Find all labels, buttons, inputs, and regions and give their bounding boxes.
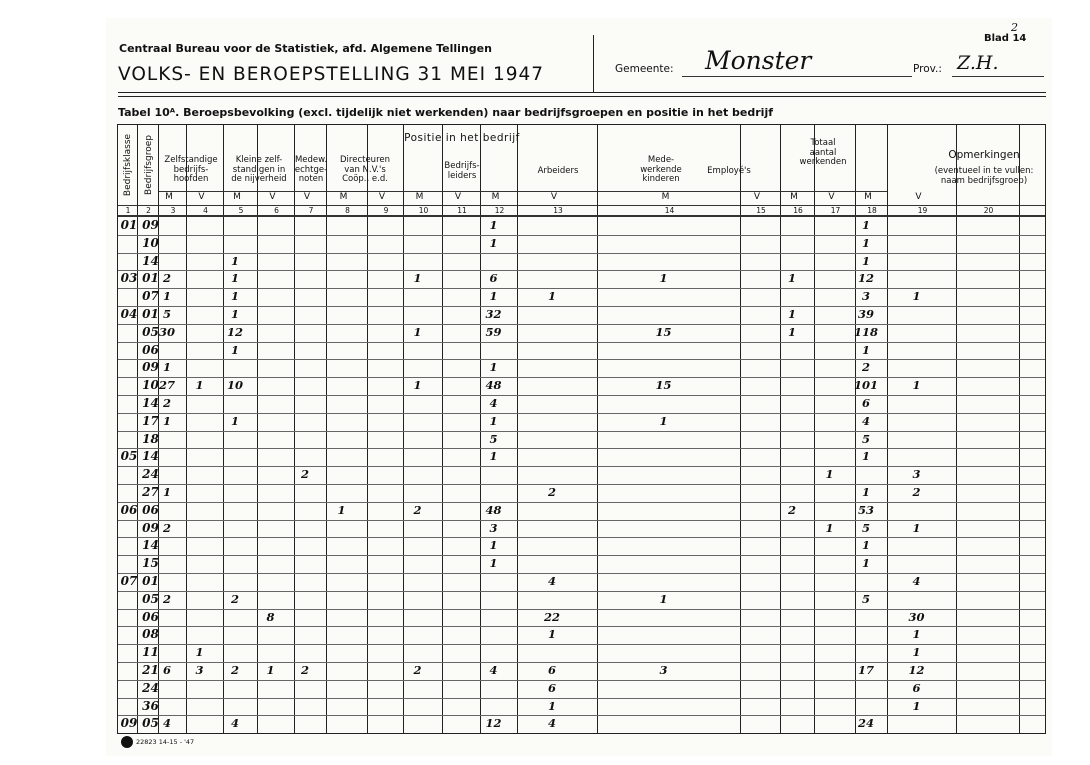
- table-cell: 1: [413, 378, 422, 393]
- column-number: 17: [830, 206, 841, 215]
- table-cell: 1: [912, 289, 921, 304]
- header-v: V: [303, 192, 311, 202]
- table-cell: 6: [912, 680, 921, 695]
- row-line: [118, 680, 1046, 681]
- table-cell: 59: [485, 324, 502, 339]
- footer: [121, 736, 194, 748]
- row-line: [118, 520, 1046, 521]
- table-cell: 2: [547, 485, 557, 499]
- table-cell: 2: [912, 485, 921, 499]
- table-cell: 1: [861, 556, 871, 571]
- table-cell: 4: [912, 574, 921, 588]
- table-cell: 5: [861, 520, 871, 535]
- table-cell-bedrijfsgroep: 10: [142, 235, 159, 250]
- gemeente-line: [682, 76, 912, 77]
- blad-handwritten-number: 2: [1011, 21, 1018, 34]
- table-cell: 6: [162, 663, 172, 677]
- table-cell: 1: [413, 271, 422, 286]
- column-number: 10: [418, 206, 429, 215]
- table-cell: 1: [861, 342, 871, 357]
- table-cell: 2: [162, 271, 172, 286]
- table-cell: 5: [489, 431, 498, 446]
- table-cell-bedrijfsgroep: 14: [142, 253, 159, 268]
- table-cell-bedrijfsgroep: 06: [142, 609, 159, 624]
- table-cell: 1: [162, 360, 172, 375]
- table-cell: 5: [861, 591, 871, 606]
- column-number: 16: [793, 206, 803, 215]
- table-cell: 118: [853, 324, 879, 339]
- header-rule: [118, 205, 1046, 206]
- row-line: [118, 466, 1046, 467]
- table-cell: 1: [489, 289, 498, 304]
- column-number: 11: [457, 206, 467, 215]
- table-cell-bedrijfsgroep: 05: [142, 591, 159, 606]
- table-cell-bedrijfsklasse: 06: [120, 502, 138, 517]
- table-cell: 24: [857, 716, 875, 731]
- table-cell: 27: [158, 378, 176, 393]
- table-cell: 1: [413, 324, 422, 339]
- gemeente-label: Gemeente:: [615, 63, 674, 75]
- row-line: [118, 733, 1046, 734]
- table-cell: 1: [230, 342, 240, 357]
- header-v: V: [915, 192, 922, 202]
- table-cell: 1: [912, 378, 921, 393]
- table-cell: 1: [912, 698, 921, 713]
- table-cell: 101: [853, 378, 879, 393]
- row-line: [118, 413, 1046, 414]
- table-cell-bedrijfsgroep: 14: [142, 396, 159, 410]
- column-number: 2: [146, 206, 151, 215]
- table-cell: 2: [413, 663, 422, 677]
- table-cell: 1: [489, 218, 498, 232]
- table-cell: 12: [857, 271, 875, 286]
- table-cell: 1: [195, 378, 204, 393]
- table-cell: 2: [413, 502, 422, 517]
- table-cell: 4: [489, 663, 498, 677]
- row-line: [118, 377, 1046, 378]
- table-cell: 2: [300, 467, 310, 482]
- table-cell: 6: [547, 680, 557, 695]
- prov-line: [952, 76, 1044, 77]
- table-cell: 1: [861, 218, 871, 232]
- table-cell: 1: [659, 591, 668, 606]
- table-cell-bedrijfsklasse: 09: [120, 716, 138, 731]
- table-cell: 12: [226, 324, 244, 339]
- row-line: [118, 253, 1046, 254]
- prov-value: Z.H.: [957, 52, 999, 74]
- table-cell: 53: [857, 502, 875, 517]
- table-cell-bedrijfsgroep: 21: [142, 663, 159, 677]
- header-v: V: [378, 192, 386, 202]
- column-number: 12: [494, 206, 505, 215]
- table-title: Tabel 10ᴬ. Beroepsbevolking (excl. tijdelijk niet werkenden) naar bedrijfsgroepen en positie in het bedrijf: [118, 106, 773, 119]
- header-m: M: [233, 192, 241, 202]
- row-line: [118, 342, 1046, 343]
- table-cell-bedrijfsgroep: 06: [142, 342, 159, 357]
- table-cell: 10: [226, 378, 244, 393]
- table-cell: 17: [857, 663, 875, 677]
- column-number: 15: [756, 206, 766, 215]
- table-cell-bedrijfsgroep: 27: [142, 485, 159, 499]
- header-m: M: [415, 192, 424, 202]
- row-line: [118, 306, 1046, 307]
- table-cell: 30: [158, 324, 176, 339]
- table-cell-bedrijfsgroep: 01: [142, 574, 159, 588]
- row-line: [118, 662, 1046, 663]
- table-cell-bedrijfsgroep: 14: [142, 449, 159, 464]
- table-cell: 6: [489, 271, 498, 286]
- table-cell: 4: [162, 716, 172, 731]
- table-cell: 1: [230, 307, 240, 321]
- table-cell: 3: [489, 520, 498, 535]
- table-cell: 1: [659, 413, 668, 428]
- table-cell: 6: [547, 663, 557, 677]
- column-number: 1: [125, 206, 131, 215]
- header-v: V: [550, 192, 558, 202]
- row-line: [118, 448, 1046, 449]
- row-line: [118, 591, 1046, 592]
- table-cell: 1: [861, 253, 871, 268]
- header-medewerkende-echtgenoten: Medew. echtge- noten: [294, 155, 328, 185]
- table-cell: 1: [787, 324, 797, 339]
- table-cell: 1: [912, 627, 921, 642]
- table-cell-bedrijfsgroep: 15: [142, 556, 159, 571]
- header-opmerkingen-note: (eventueel in te vullen: naam bedrijfsgroep): [934, 166, 1034, 186]
- header-m: M: [790, 192, 798, 202]
- table-cell: 39: [857, 307, 875, 321]
- column-number: 9: [383, 206, 389, 215]
- organization-name: Centraal Bureau voor de Statistiek, afd. Algemene Tellingen: [119, 42, 492, 55]
- header-rule: [159, 191, 887, 192]
- header-m: M: [491, 192, 500, 202]
- table-cell: 1: [489, 556, 498, 571]
- header-positie: Positie in het bedrijf: [404, 132, 520, 144]
- column-number: 4: [203, 206, 208, 215]
- table-cell-bedrijfsgroep: 17: [142, 413, 159, 428]
- header-kleine-zelfstandigen: Kleine zelf- standigen in de nijverheid: [231, 155, 287, 185]
- table-cell: 1: [547, 627, 557, 642]
- header-v: V: [753, 192, 761, 202]
- table-cell: 1: [337, 502, 346, 517]
- table-cell-bedrijfsgroep: 08: [142, 627, 159, 642]
- table-cell-bedrijfsklasse: 04: [120, 307, 138, 321]
- table-cell-bedrijfsgroep: 09: [142, 218, 159, 232]
- header-totaal: Totaal aantal werkenden: [799, 138, 847, 168]
- table-cell: 1: [659, 271, 668, 286]
- column-number: 7: [308, 206, 314, 215]
- row-line: [118, 270, 1046, 271]
- table-cell-bedrijfsgroep: 09: [142, 360, 159, 375]
- table-cell-bedrijfsgroep: 10: [142, 378, 159, 393]
- table-cell: 2: [162, 396, 172, 410]
- column-number: 13: [553, 206, 563, 215]
- table-cell: 1: [230, 289, 240, 304]
- table-cell: 3: [659, 663, 668, 677]
- header-opmerkingen: Opmerkingen: [948, 149, 1020, 161]
- header-divider: [593, 35, 594, 92]
- column-number: 6: [274, 206, 279, 215]
- column-number: 20: [983, 206, 994, 215]
- table-cell-bedrijfsgroep: 09: [142, 520, 159, 535]
- table-cell: 1: [230, 271, 240, 286]
- row-line: [118, 537, 1046, 538]
- header-m: M: [339, 192, 348, 202]
- column-number: 8: [345, 206, 350, 215]
- header-bedrijfsgroep: Bedrijfsgroep: [144, 135, 154, 195]
- column-number: 3: [170, 206, 176, 215]
- table-cell: 1: [825, 467, 834, 482]
- table-cell: 2: [230, 591, 240, 606]
- row-line: [118, 644, 1046, 645]
- row-line: [118, 359, 1046, 360]
- header-m: M: [661, 192, 670, 202]
- table-cell: 32: [485, 307, 502, 321]
- table-cell: 12: [908, 663, 925, 677]
- table-cell: 2: [300, 663, 310, 677]
- header-bedrijfsklasse: Bedrijfsklasse: [123, 133, 133, 197]
- gemeente-value: Monster: [705, 46, 812, 75]
- table-cell-bedrijfsgroep: 18: [142, 431, 159, 446]
- table-cell: 1: [861, 485, 871, 499]
- header-m: M: [165, 192, 173, 202]
- table-cell: 1: [912, 520, 921, 535]
- table-cell: 1: [489, 413, 498, 428]
- header-rule: [118, 92, 1046, 93]
- table-cell-bedrijfsgroep: 24: [142, 467, 159, 482]
- row-line: [118, 324, 1046, 325]
- table-cell: 1: [230, 253, 240, 268]
- table-cell: 1: [266, 663, 275, 677]
- table-cell: 2: [162, 520, 172, 535]
- table-cell: 30: [908, 609, 925, 624]
- table-cell: 6: [861, 396, 871, 410]
- table-cell: 1: [230, 413, 240, 428]
- table-cell-bedrijfsklasse: 01: [120, 218, 138, 232]
- form-title: VOLKS- EN BEROEPSTELLING 31 MEI 1947: [118, 64, 545, 85]
- table-cell-bedrijfsklasse: 05: [120, 449, 138, 464]
- table-cell-bedrijfsgroep: 06: [142, 502, 159, 517]
- table-cell-bedrijfsgroep: 14: [142, 538, 159, 553]
- table-cell: 12: [485, 716, 502, 731]
- table-cell-bedrijfsklasse: 03: [120, 271, 138, 286]
- table-cell: 5: [162, 307, 172, 321]
- row-line: [118, 502, 1046, 503]
- header-v: V: [828, 192, 835, 202]
- table-cell: 1: [162, 289, 172, 304]
- table-cell: 1: [912, 645, 921, 660]
- row-line: [118, 609, 1046, 610]
- table-cell: 3: [861, 289, 871, 304]
- table-cell: 15: [655, 324, 672, 339]
- header-bedrijfsleiders: Bedrijfs- leiders: [444, 161, 480, 181]
- table-cell-bedrijfsgroep: 36: [142, 698, 159, 713]
- table-cell: 2: [230, 663, 240, 677]
- column-number: 18: [867, 206, 877, 215]
- header-medewerkende-kinderen: Mede- werkende kinderen: [640, 155, 682, 185]
- header-m: M: [864, 192, 872, 202]
- row-line: [118, 715, 1046, 716]
- table-cell: 1: [861, 449, 871, 464]
- table-cell: 2: [861, 360, 871, 375]
- footer-code: 22823 14-15 - '47: [136, 738, 195, 746]
- table-cell: 4: [489, 396, 498, 410]
- column-number: 5: [238, 206, 244, 215]
- table-cell: 2: [787, 502, 797, 517]
- table-cell: 3: [195, 663, 204, 677]
- table-cell: 4: [861, 413, 871, 428]
- table-cell: 1: [861, 538, 871, 553]
- row-line: [118, 484, 1046, 485]
- column-number: 19: [917, 206, 928, 215]
- table-cell: 4: [547, 716, 557, 731]
- table-cell: 1: [861, 235, 871, 250]
- row-line: [118, 555, 1046, 556]
- table-cell: 2: [162, 591, 172, 606]
- table-cell: 8: [266, 609, 275, 624]
- table-cell: 1: [195, 645, 204, 660]
- header-arbeiders: Arbeiders: [537, 166, 579, 176]
- row-line: [118, 626, 1046, 627]
- table-cell-bedrijfsklasse: 07: [120, 574, 138, 588]
- table-cell: 5: [861, 431, 871, 446]
- header-directeuren: Directeuren van N.V.'s Coöp., e.d.: [340, 155, 390, 185]
- table-cell-bedrijfsgroep: 24: [142, 680, 159, 695]
- table-cell: 1: [547, 289, 557, 304]
- table-cell: 1: [162, 413, 172, 428]
- header-employes: Employé's: [707, 166, 751, 176]
- column-number: 14: [664, 206, 675, 215]
- table-cell: 1: [547, 698, 557, 713]
- header-rule: [118, 96, 1046, 97]
- table-cell: 4: [230, 716, 240, 731]
- row-line: [118, 395, 1046, 396]
- header-rule: [118, 215, 1046, 217]
- table-cell: 48: [485, 502, 502, 517]
- table-cell-bedrijfsgroep: 01: [142, 307, 159, 321]
- header-v: V: [454, 192, 462, 202]
- blad-number: 14: [1012, 33, 1027, 44]
- row-line: [118, 288, 1046, 289]
- row-line: [118, 573, 1046, 574]
- table-cell: 22: [543, 609, 561, 624]
- prov-label: Prov.:: [913, 63, 942, 75]
- table-cell-bedrijfsgroep: 05: [142, 716, 159, 731]
- table-cell: 1: [787, 307, 797, 321]
- table-cell: 1: [489, 449, 498, 464]
- blad-label: Blad 14: [984, 33, 1027, 44]
- printer-seal-icon: [121, 736, 133, 748]
- table-cell: 1: [489, 360, 498, 375]
- table-cell: 1: [162, 485, 172, 499]
- table-cell-bedrijfsgroep: 05: [142, 324, 159, 339]
- header-v: V: [269, 192, 276, 202]
- row-line: [118, 431, 1046, 432]
- header-zelfstandige: Zelfstandige bedrijfs- hoofden: [164, 155, 218, 185]
- table-cell: 1: [489, 538, 498, 553]
- table-cell: 15: [655, 378, 672, 393]
- table-cell-bedrijfsgroep: 01: [142, 271, 159, 286]
- row-line: [118, 235, 1046, 236]
- table-cell: 48: [485, 378, 502, 393]
- table-cell-bedrijfsgroep: 07: [142, 289, 159, 304]
- table-cell: 1: [825, 520, 834, 535]
- table-cell: 4: [547, 574, 557, 588]
- table-cell: 1: [787, 271, 797, 286]
- data-table: [117, 124, 1046, 734]
- table-cell: 1: [489, 235, 498, 250]
- table-cell-bedrijfsgroep: 11: [142, 645, 159, 660]
- row-line: [118, 698, 1046, 699]
- header-v: V: [198, 192, 205, 202]
- table-cell: 3: [912, 467, 921, 482]
